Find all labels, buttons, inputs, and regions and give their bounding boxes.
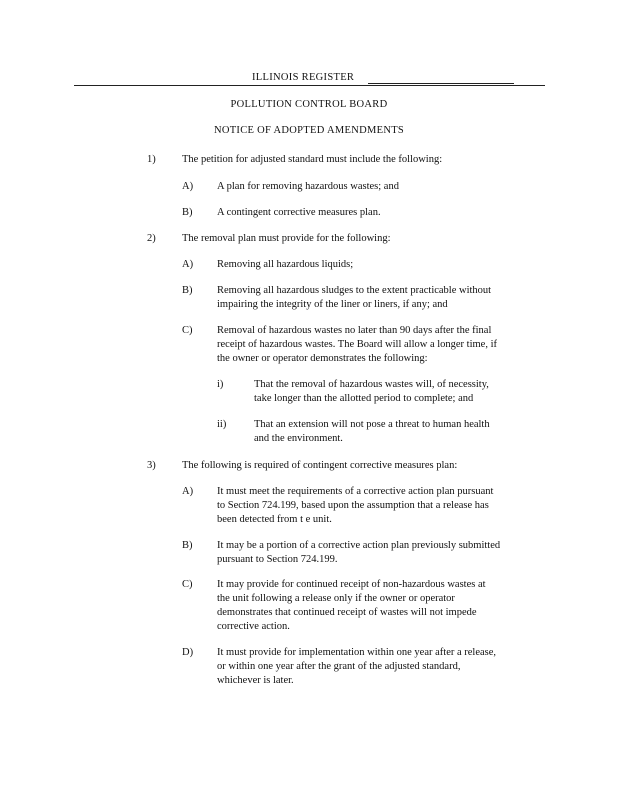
notice-title: NOTICE OF ADOPTED AMENDMENTS: [213, 125, 405, 136]
item-line: whichever is later.: [217, 675, 294, 686]
section-number: 2): [147, 233, 156, 244]
item-line: It must provide for implementation within one year after a release,: [217, 647, 497, 658]
header-rule: [74, 85, 545, 86]
item-line: demonstrates that continued receipt of wastes will not impede: [217, 607, 477, 618]
item-line: the unit following a release only if the owner or operator: [217, 593, 455, 604]
subitem-label: i): [217, 379, 224, 390]
item-line: Removing all hazardous sludges to the extent practicable without: [217, 285, 492, 296]
item-line: the owner or operator demonstrates the following:: [217, 353, 428, 364]
item-line: A contingent corrective measures plan.: [217, 207, 381, 218]
section-number: 3): [147, 460, 156, 471]
item-line: Removal of hazardous wastes no later than 90 days after the final: [217, 325, 492, 336]
item-line: corrective action.: [217, 621, 290, 632]
item-line: to Section 724.199, based upon the assumption that a release has: [217, 500, 489, 511]
item-label: A): [182, 486, 194, 497]
item-label: A): [182, 259, 194, 270]
item-line: It may be a portion of a corrective action plan previously submitted: [217, 540, 501, 551]
section-number: 1): [147, 154, 156, 165]
item-label: C): [182, 325, 193, 336]
item-label: A): [182, 181, 194, 192]
item-line: Removing all hazardous liquids;: [217, 259, 354, 270]
item-line: impairing the integrity of the liner or liners, if any; and: [217, 299, 448, 310]
item-line: pursuant to Section 724.199.: [217, 554, 338, 565]
item-label: B): [182, 207, 193, 218]
section-text: The following is required of contingent corrective measures plan:: [182, 460, 458, 471]
item-label: D): [182, 647, 194, 658]
item-line: A plan for removing hazardous wastes; and: [217, 181, 399, 192]
board-title: POLLUTION CONTROL BOARD: [230, 99, 388, 110]
register-underline: [368, 83, 514, 84]
subitem-label: ii): [217, 419, 227, 430]
item-line: or within one year after the grant of the adjusted standard,: [217, 661, 461, 672]
item-label: B): [182, 540, 193, 551]
register-title: ILLINOIS REGISTER: [252, 72, 355, 83]
subitem-line: take longer than the allotted period to complete; and: [254, 393, 474, 404]
item-label: C): [182, 579, 193, 590]
item-line: been detected from t e unit.: [217, 514, 332, 525]
subitem-line: That the removal of hazardous wastes will, of necessity,: [254, 379, 489, 390]
subitem-line: That an extension will not pose a threat to human health: [254, 419, 490, 430]
subitem-line: and the environment.: [254, 433, 343, 444]
item-label: B): [182, 285, 193, 296]
section-text: The petition for adjusted standard must include the following:: [182, 154, 443, 165]
item-line: receipt of hazardous wastes. The Board will allow a longer time, if: [217, 339, 498, 350]
section-text: The removal plan must provide for the following:: [182, 233, 391, 244]
item-line: It must meet the requirements of a corrective action plan pursuant: [217, 486, 494, 497]
item-line: It may provide for continued receipt of non-hazardous wastes at: [217, 579, 486, 590]
